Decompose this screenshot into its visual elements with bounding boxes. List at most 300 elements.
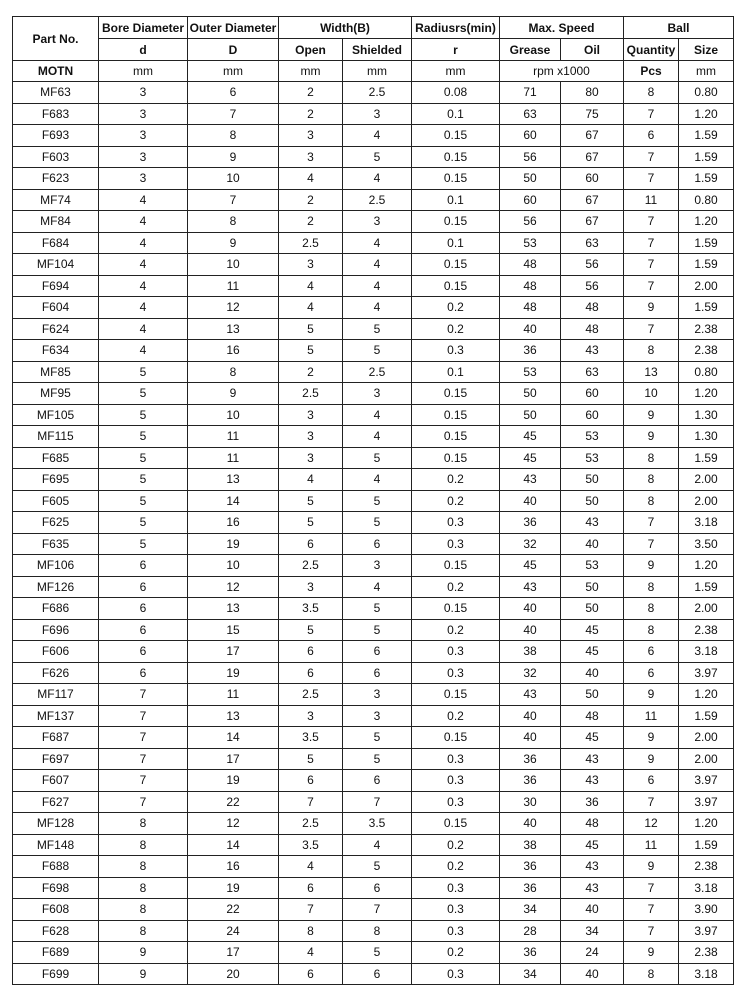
open-width-cell: 6 [279,533,343,555]
bore-cell: 7 [99,791,188,813]
oil-speed-cell: 48 [561,705,624,727]
open-width-cell: 5 [279,512,343,534]
radius-cell: 0.1 [412,189,500,211]
outer-cell: 19 [188,770,279,792]
grease-speed-cell: 40 [500,598,561,620]
radius-cell: 0.2 [412,297,500,319]
bore-cell: 8 [99,813,188,835]
ball-quantity-cell: 7 [624,232,679,254]
open-width-header: Open [279,39,343,61]
radius-cell: 0.15 [412,146,500,168]
ball-size-cell: 3.97 [679,791,734,813]
table-header [13,17,734,82]
open-width-cell: 5 [279,748,343,770]
bore-cell: 3 [99,103,188,125]
table-row [13,512,734,534]
radius-cell: 0.2 [412,942,500,964]
part-no-cell: F604 [13,297,99,319]
shielded-width-cell: 5 [343,490,412,512]
table-row [13,727,734,749]
radius-cell: 0.15 [412,383,500,405]
ball-quantity-cell: 8 [624,82,679,104]
ball-quantity-cell: 11 [624,834,679,856]
shielded-width-cell: 3 [343,684,412,706]
radius-symbol-header: r [412,39,500,61]
part-no-cell: F689 [13,942,99,964]
shielded-width-cell: 7 [343,899,412,921]
bore-cell: 8 [99,834,188,856]
ball-quantity-cell: 7 [624,254,679,276]
motn-label: MOTN [13,61,99,82]
ball-quantity-cell: 9 [624,942,679,964]
radius-cell: 0.1 [412,232,500,254]
part-no-cell: F683 [13,103,99,125]
ball-quantity-cell: 7 [624,899,679,921]
quantity-unit: Pcs [624,61,679,82]
bore-cell: 6 [99,598,188,620]
ball-quantity-cell: 8 [624,447,679,469]
grease-speed-cell: 36 [500,340,561,362]
table-row [13,490,734,512]
part-no-header: Part No. [13,17,99,61]
ball-size-cell: 1.30 [679,404,734,426]
grease-speed-cell: 50 [500,383,561,405]
open-width-cell: 6 [279,877,343,899]
ball-size-cell: 2.38 [679,619,734,641]
ball-quantity-cell: 7 [624,791,679,813]
outer-unit: mm [188,61,279,82]
oil-speed-cell: 60 [561,383,624,405]
radius-header: Radiusrs(min) [412,17,500,39]
table-row [13,211,734,233]
part-no-cell: F625 [13,512,99,534]
ball-size-cell: 1.20 [679,813,734,835]
shielded-width-cell: 6 [343,877,412,899]
ball-size-cell: 3.97 [679,770,734,792]
open-width-cell: 6 [279,770,343,792]
outer-cell: 10 [188,555,279,577]
table-row [13,555,734,577]
outer-cell: 16 [188,856,279,878]
part-no-cell: F688 [13,856,99,878]
radius-cell: 0.3 [412,748,500,770]
bore-cell: 7 [99,727,188,749]
radius-cell: 0.3 [412,899,500,921]
ball-quantity-cell: 7 [624,512,679,534]
open-width-cell: 2.5 [279,813,343,835]
shielded-width-cell: 4 [343,834,412,856]
bore-cell: 5 [99,533,188,555]
part-no-cell: F606 [13,641,99,663]
oil-speed-cell: 43 [561,340,624,362]
table-row [13,125,734,147]
outer-cell: 13 [188,598,279,620]
grease-speed-cell: 36 [500,748,561,770]
outer-cell: 8 [188,125,279,147]
part-no-cell: F627 [13,791,99,813]
outer-cell: 12 [188,297,279,319]
bore-cell: 4 [99,232,188,254]
outer-cell: 11 [188,684,279,706]
open-width-cell: 4 [279,275,343,297]
ball-quantity-cell: 9 [624,727,679,749]
grease-speed-cell: 34 [500,963,561,985]
open-width-cell: 3 [279,125,343,147]
ball-quantity-cell: 8 [624,598,679,620]
width-header: Width(B) [279,17,412,39]
grease-speed-cell: 28 [500,920,561,942]
table-row [13,383,734,405]
shielded-width-cell: 3.5 [343,813,412,835]
shielded-width-cell: 5 [343,146,412,168]
open-width-cell: 3.5 [279,598,343,620]
oil-speed-cell: 24 [561,942,624,964]
open-width-cell: 7 [279,899,343,921]
part-no-cell: MF63 [13,82,99,104]
radius-cell: 0.2 [412,834,500,856]
part-no-cell: F698 [13,877,99,899]
bore-cell: 5 [99,361,188,383]
part-no-cell: F607 [13,770,99,792]
radius-cell: 0.15 [412,211,500,233]
ball-quantity-cell: 7 [624,920,679,942]
radius-unit: mm [412,61,500,82]
bore-cell: 9 [99,963,188,985]
ball-size-cell: 1.59 [679,297,734,319]
ball-size-cell: 1.20 [679,211,734,233]
bore-cell: 5 [99,426,188,448]
oil-speed-cell: 67 [561,125,624,147]
grease-speed-cell: 36 [500,877,561,899]
oil-speed-cell: 50 [561,684,624,706]
outer-cell: 19 [188,877,279,899]
open-width-cell: 2 [279,211,343,233]
open-width-cell: 5 [279,619,343,641]
bore-cell: 7 [99,770,188,792]
bore-cell: 5 [99,512,188,534]
grease-speed-cell: 63 [500,103,561,125]
outer-cell: 9 [188,146,279,168]
shielded-width-cell: 4 [343,254,412,276]
ball-size-cell: 2.38 [679,340,734,362]
outer-cell: 15 [188,619,279,641]
ball-size-cell: 3.97 [679,920,734,942]
grease-speed-cell: 32 [500,533,561,555]
grease-speed-cell: 45 [500,447,561,469]
outer-cell: 24 [188,920,279,942]
bore-cell: 8 [99,899,188,921]
size-unit: mm [679,61,734,82]
radius-cell: 0.1 [412,361,500,383]
ball-quantity-cell: 9 [624,856,679,878]
table-row [13,404,734,426]
table-row [13,877,734,899]
ball-size-cell: 0.80 [679,189,734,211]
table-row [13,942,734,964]
ball-size-cell: 3.18 [679,641,734,663]
ball-size-cell: 1.59 [679,168,734,190]
ball-size-cell: 2.38 [679,318,734,340]
shielded-width-cell: 3 [343,705,412,727]
ball-quantity-cell: 8 [624,619,679,641]
part-no-cell: F603 [13,146,99,168]
ball-quantity-cell: 9 [624,555,679,577]
bore-unit: mm [99,61,188,82]
radius-cell: 0.2 [412,576,500,598]
bore-symbol-header: d [99,39,188,61]
bore-cell: 4 [99,254,188,276]
table-row [13,340,734,362]
table-row [13,684,734,706]
speed-unit: rpm x1000 [500,61,624,82]
shielded-width-cell: 4 [343,469,412,491]
radius-cell: 0.2 [412,856,500,878]
grease-speed-cell: 40 [500,813,561,835]
open-width-cell: 5 [279,340,343,362]
grease-speed-cell: 45 [500,555,561,577]
ball-size-cell: 2.00 [679,490,734,512]
radius-cell: 0.2 [412,318,500,340]
outer-cell: 14 [188,834,279,856]
shielded-width-cell: 6 [343,662,412,684]
grease-speed-cell: 40 [500,727,561,749]
part-no-cell: F695 [13,469,99,491]
ball-size-cell: 3.90 [679,899,734,921]
outer-cell: 8 [188,211,279,233]
open-width-cell: 2 [279,82,343,104]
open-width-cell: 6 [279,963,343,985]
bore-cell: 7 [99,684,188,706]
bore-cell: 6 [99,662,188,684]
grease-speed-header: Grease [500,39,561,61]
part-no-cell: MF84 [13,211,99,233]
part-no-cell: MF85 [13,361,99,383]
oil-speed-cell: 63 [561,361,624,383]
open-width-cell: 3 [279,426,343,448]
bore-cell: 4 [99,189,188,211]
part-no-cell: F624 [13,318,99,340]
open-width-cell: 6 [279,641,343,663]
open-width-cell: 4 [279,297,343,319]
outer-cell: 14 [188,490,279,512]
part-no-cell: MF106 [13,555,99,577]
open-width-cell: 3 [279,576,343,598]
ball-quantity-cell: 7 [624,533,679,555]
bore-cell: 6 [99,576,188,598]
outer-cell: 9 [188,383,279,405]
ball-size-cell: 0.80 [679,361,734,383]
radius-cell: 0.3 [412,877,500,899]
shielded-width-cell: 4 [343,426,412,448]
oil-speed-header: Oil [561,39,624,61]
open-width-cell: 3 [279,705,343,727]
open-width-cell: 4 [279,856,343,878]
oil-speed-cell: 40 [561,533,624,555]
radius-cell: 0.3 [412,791,500,813]
oil-speed-cell: 48 [561,318,624,340]
ball-quantity-header: Quantity [624,39,679,61]
oil-speed-cell: 53 [561,555,624,577]
bore-cell: 8 [99,920,188,942]
open-width-cell: 2.5 [279,232,343,254]
outer-cell: 10 [188,404,279,426]
oil-speed-cell: 53 [561,426,624,448]
part-no-cell: F628 [13,920,99,942]
table-row [13,705,734,727]
bore-cell: 5 [99,490,188,512]
grease-speed-cell: 56 [500,211,561,233]
outer-cell: 19 [188,533,279,555]
radius-cell: 0.15 [412,447,500,469]
oil-speed-cell: 56 [561,275,624,297]
shielded-width-cell: 6 [343,641,412,663]
grease-speed-cell: 56 [500,146,561,168]
radius-cell: 0.15 [412,813,500,835]
radius-cell: 0.15 [412,254,500,276]
bearing-spec-table [12,16,734,985]
part-no-cell: MF117 [13,684,99,706]
outer-cell: 12 [188,576,279,598]
oil-speed-cell: 45 [561,834,624,856]
table-row [13,318,734,340]
ball-quantity-cell: 9 [624,404,679,426]
grease-speed-cell: 40 [500,619,561,641]
ball-size-cell: 1.20 [679,103,734,125]
table-row [13,297,734,319]
ball-size-cell: 3.18 [679,963,734,985]
ball-quantity-cell: 7 [624,103,679,125]
oil-speed-cell: 75 [561,103,624,125]
ball-quantity-cell: 8 [624,963,679,985]
outer-cell: 17 [188,942,279,964]
open-width-cell: 2.5 [279,555,343,577]
ball-quantity-cell: 6 [624,662,679,684]
outer-cell: 14 [188,727,279,749]
ball-size-cell: 1.59 [679,232,734,254]
radius-cell: 0.3 [412,920,500,942]
grease-speed-cell: 48 [500,275,561,297]
ball-size-header: Size [679,39,734,61]
shielded-width-cell: 5 [343,447,412,469]
bore-cell: 4 [99,340,188,362]
bore-diameter-header: Bore Diameter [99,17,188,39]
open-width-cell: 2 [279,189,343,211]
ball-quantity-cell: 7 [624,275,679,297]
grease-speed-cell: 48 [500,254,561,276]
outer-cell: 11 [188,426,279,448]
ball-quantity-cell: 9 [624,684,679,706]
table-row [13,770,734,792]
oil-speed-cell: 40 [561,662,624,684]
radius-cell: 0.15 [412,426,500,448]
bore-cell: 6 [99,619,188,641]
ball-size-cell: 2.00 [679,727,734,749]
oil-speed-cell: 50 [561,576,624,598]
part-no-cell: F623 [13,168,99,190]
radius-cell: 0.15 [412,404,500,426]
bore-cell: 6 [99,641,188,663]
table-row [13,426,734,448]
ball-size-cell: 1.59 [679,254,734,276]
open-width-cell: 6 [279,662,343,684]
shielded-width-cell: 5 [343,619,412,641]
ball-quantity-cell: 6 [624,641,679,663]
table-row [13,598,734,620]
table-row [13,856,734,878]
outer-cell: 7 [188,103,279,125]
table-row [13,254,734,276]
radius-cell: 0.3 [412,641,500,663]
table-row [13,834,734,856]
shielded-width-cell: 5 [343,856,412,878]
bore-cell: 6 [99,555,188,577]
table-row [13,103,734,125]
radius-cell: 0.2 [412,705,500,727]
grease-speed-cell: 43 [500,576,561,598]
radius-cell: 0.15 [412,275,500,297]
part-no-cell: F687 [13,727,99,749]
open-width-cell: 3 [279,447,343,469]
shielded-width-cell: 2.5 [343,361,412,383]
shielded-width-cell: 6 [343,770,412,792]
table-row [13,146,734,168]
shielded-width-cell: 3 [343,103,412,125]
table-row [13,447,734,469]
grease-speed-cell: 30 [500,791,561,813]
ball-size-cell: 1.59 [679,834,734,856]
table-row [13,533,734,555]
shielded-width-cell: 5 [343,318,412,340]
grease-speed-cell: 71 [500,82,561,104]
ball-size-cell: 1.59 [679,146,734,168]
grease-speed-cell: 36 [500,770,561,792]
radius-cell: 0.15 [412,684,500,706]
shielded-width-cell: 4 [343,404,412,426]
oil-speed-cell: 43 [561,877,624,899]
radius-cell: 0.3 [412,662,500,684]
part-no-cell: F685 [13,447,99,469]
part-no-cell: F693 [13,125,99,147]
part-no-cell: MF137 [13,705,99,727]
bore-cell: 3 [99,146,188,168]
oil-speed-cell: 36 [561,791,624,813]
part-no-cell: MF126 [13,576,99,598]
shielded-width-cell: 7 [343,791,412,813]
oil-speed-cell: 67 [561,146,624,168]
open-width-cell: 4 [279,168,343,190]
outer-cell: 19 [188,662,279,684]
grease-speed-cell: 60 [500,125,561,147]
max-speed-header: Max. Speed [500,17,624,39]
ball-quantity-cell: 9 [624,426,679,448]
bore-cell: 8 [99,877,188,899]
outer-cell: 22 [188,899,279,921]
outer-cell: 13 [188,705,279,727]
radius-cell: 0.15 [412,125,500,147]
part-no-cell: F605 [13,490,99,512]
radius-cell: 0.15 [412,168,500,190]
shielded-width-cell: 4 [343,125,412,147]
radius-cell: 0.15 [412,727,500,749]
bore-cell: 8 [99,856,188,878]
shielded-width-cell: 3 [343,383,412,405]
open-width-cell: 2.5 [279,684,343,706]
part-no-cell: F694 [13,275,99,297]
ball-size-cell: 3.18 [679,512,734,534]
oil-speed-cell: 50 [561,469,624,491]
radius-cell: 0.2 [412,469,500,491]
oil-speed-cell: 48 [561,813,624,835]
